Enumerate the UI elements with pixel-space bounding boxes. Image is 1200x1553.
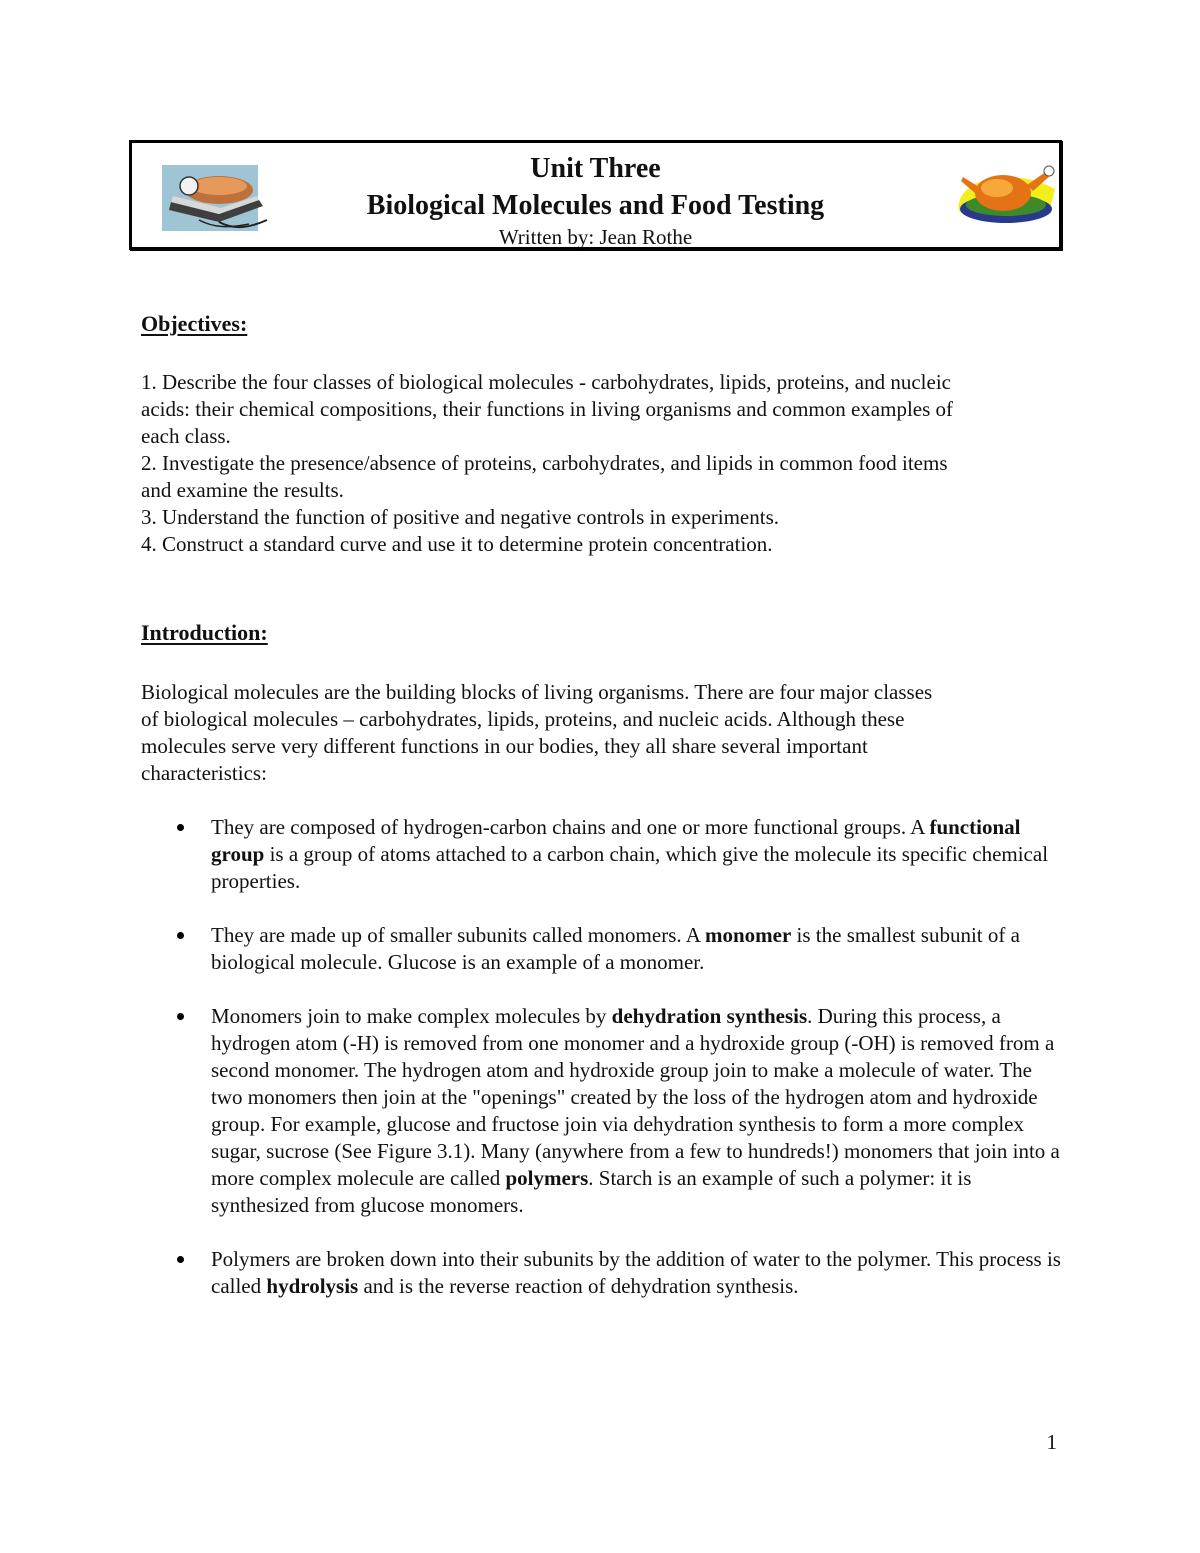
bullet-text: They are made up of smaller subunits called monomers. A [211, 923, 705, 947]
list-item [141, 1003, 1066, 1219]
key-term: functional group [211, 815, 1021, 866]
list-item [141, 922, 1066, 976]
objective-line: 3. Understand the function of positive and negative controls in experiments. [141, 505, 780, 529]
list-item [141, 1246, 1066, 1300]
objective-line: each class. [141, 424, 231, 448]
objectives-list [141, 369, 1066, 558]
introduction-paragraph [141, 679, 1066, 787]
document-title: Biological Molecules and Food Testing [366, 190, 825, 221]
objective-line: 2. Investigate the presence/absence of proteins, carbohydrates, and lipids in common food items [141, 451, 948, 475]
objective-line: acids: their chemical compositions, their functions in living organisms and common examples of [141, 397, 954, 421]
key-term: dehydration synthesis [611, 1004, 808, 1028]
intro-line: characteristics: [141, 761, 267, 785]
page-number: 1 [1046, 1430, 1057, 1454]
author-line: Written by: Jean Rothe [498, 225, 693, 249]
key-term: polymers [505, 1166, 589, 1190]
bullet-text: is the smallest subunit of a biological molecule. Glucose is an example of a monomer. [211, 923, 1020, 974]
bullet-text: Monomers join to make complex molecules by [211, 1004, 612, 1028]
bullet-text: Polymers are broken down into their subunits by the addition of water to the polymer. This process is called [211, 1247, 1061, 1298]
list-item [141, 814, 1066, 895]
intro-line: molecules serve very different functions in our bodies, they all share several important [141, 734, 868, 758]
title-box [129, 140, 1062, 250]
key-term: hydrolysis [266, 1274, 359, 1298]
bullet-text: . Starch is an example of such a polymer: it is synthesized from glucose monomers. [211, 1166, 972, 1217]
introduction-heading: Introduction: [141, 620, 268, 645]
intro-line: of biological molecules – carbohydrates, lipids, proteins, and nucleic acids. Although these [141, 707, 905, 731]
unit-title: Unit Three [530, 153, 661, 184]
objective-line: 1. Describe the four classes of biological molecules - carbohydrates, lipids, proteins, and nucleic [141, 370, 951, 394]
characteristics-list [141, 814, 1066, 1327]
bullet-text: They are composed of hydrogen-carbon chains and one or more functional groups. A [211, 815, 930, 839]
objectives-heading: Objectives: [141, 311, 248, 336]
bullet-text: and is the reverse reaction of dehydration synthesis. [358, 1274, 799, 1298]
objective-line: and examine the results. [141, 478, 344, 502]
bullet-text: . During this process, a hydrogen atom (-H) is removed from one monomer and a hydroxide group (-OH) is removed from a second monomer. The hydrogen atom and hydroxide group join to make a molecule of water. The two monomers then join at the "openings" created by the loss of the hydrogen atom and hydroxide group. For example, glucose and fructose join via dehydration synthesis to form a more complex sugar, sucrose (See Figure 3.1). Many (anywhere from a few to hundreds!) monomers that join into a more complex molecule are called [211, 1004, 1060, 1190]
intro-line: Biological molecules are the building blocks of living organisms. There are four major classes [141, 680, 933, 704]
bullet-text: is a group of atoms attached to a carbon chain, which give the molecule its specific chemical properties. [211, 842, 1049, 893]
objective-line: 4. Construct a standard curve and use it to determine protein concentration. [141, 532, 773, 556]
roast-chicken-clipart-icon [951, 161, 1061, 231]
key-term: monomer [704, 923, 792, 947]
